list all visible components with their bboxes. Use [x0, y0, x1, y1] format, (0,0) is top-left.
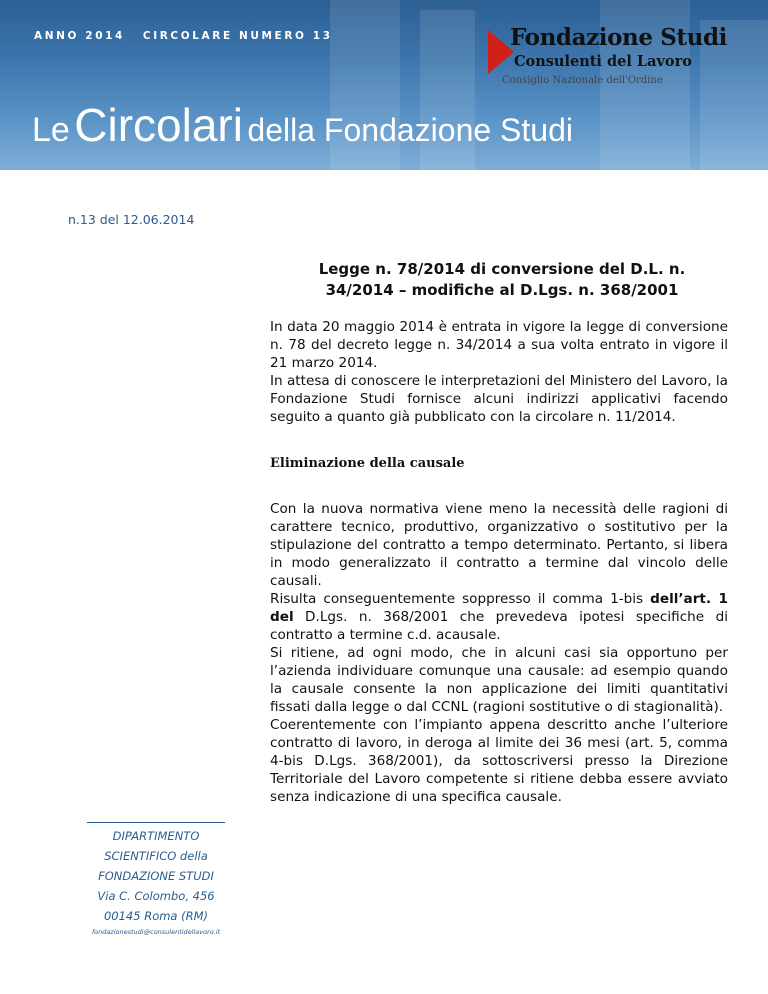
sidebar-city: 00145 Roma (RM) [103, 909, 209, 923]
intro-paragraph-1: In data 20 maggio 2014 è entrata in vigore la legge di conversione n. 78 del decreto legge n. 34/2014 a sua volta entrato in vigore il 21 marzo 2014. [270, 319, 728, 371]
body-paragraph-4: Coerentemente con l’impianto appena descritto anche l’ulteriore contratto di lavoro, in deroga al limite dei 36 mesi (art. 5, comma 4-bis D.Lgs. 368/2001), da sottoscriversi presso la Direzione Territoriale del Lavoro competente si ritiene debba essere avviato senza indicazione di una specifica causale. [270, 717, 728, 805]
document-title-line1: Legge n. 78/2014 di conversione del D.L. n. [318, 260, 686, 278]
logo-line2: Consulenti del Lavoro [514, 53, 692, 70]
circular-reference: n.13 del 12.06.2014 [68, 212, 195, 227]
body-section [270, 500, 728, 806]
sidebar-line-3: FONDAZIONE STUDI [98, 869, 214, 883]
department-sidebar [87, 822, 225, 936]
body-paragraph-1: Con la nuova normativa viene meno la necessità delle ragioni di carattere tecnico, produttivo, organizzativo o sostitutivo per la stipulazione del contratto a tempo determinato. Pertanto, si libera in modo generalizzato il contratto a termine dal vincolo delle causali. [270, 501, 728, 589]
circolare-number-label: CIRCOLARE NUMERO 13 [142, 30, 333, 42]
title-le: Le [32, 111, 70, 149]
sidebar-line-1: DIPARTIMENTO [112, 829, 200, 843]
body-paragraph-2-part-c: D.Lgs. n. 368/2001 che prevedeva ipotesi specifiche di contratto a termine c.d. acausale. [270, 609, 728, 643]
logo-line3: Consiglio Nazionale dell'Ordine [502, 75, 663, 86]
sidebar-address: Via C. Colombo, 456 [97, 889, 215, 903]
sidebar-email-link[interactable]: fondazionestudi@consulentidellavoro.it [91, 928, 221, 936]
logo-line1: Fondazione Studi [510, 24, 727, 51]
title-rest: della Fondazione Studi [247, 112, 573, 148]
body-paragraph-3: Si ritiene, ad ogni modo, che in alcuni casi sia opportuno per l’azienda individuare comunque una causale: ad esempio quando la causale consente la non applicazione dei limiti quantitativi fissati dalla legge o dal CCNL (ragioni sostitutive o di stagionalità). [270, 645, 728, 715]
sidebar-divider [87, 822, 225, 823]
intro-section [270, 318, 728, 426]
document-title-line2: 34/2014 – modifiche al D.Lgs. n. 368/2001 [325, 281, 679, 299]
publication-title [32, 98, 573, 152]
section-heading: Eliminazione della causale [270, 456, 465, 471]
title-circolari: Circolari [74, 99, 243, 151]
fondazione-studi-logo [488, 24, 750, 94]
intro-paragraph-2: In attesa di conoscere le interpretazioni del Ministero del Lavoro, la Fondazione Studi fornisce alcuni indirizzi applicativi facendo seguito a quanto già pubblicato con la circolare n. 11/2014. [270, 373, 728, 425]
sidebar-line-2: SCIENTIFICO della [104, 849, 208, 863]
header-topline [34, 30, 333, 42]
body-paragraph-2 [270, 590, 728, 644]
document-title [282, 259, 722, 301]
header-banner [0, 0, 768, 170]
body-paragraph-2-part-a: Risulta conseguentemente soppresso il comma 1-bis [270, 591, 651, 607]
year-label: ANNO 2014 [34, 30, 125, 42]
body-paragraph-2-bold: dell’art. 1 del [270, 591, 728, 625]
